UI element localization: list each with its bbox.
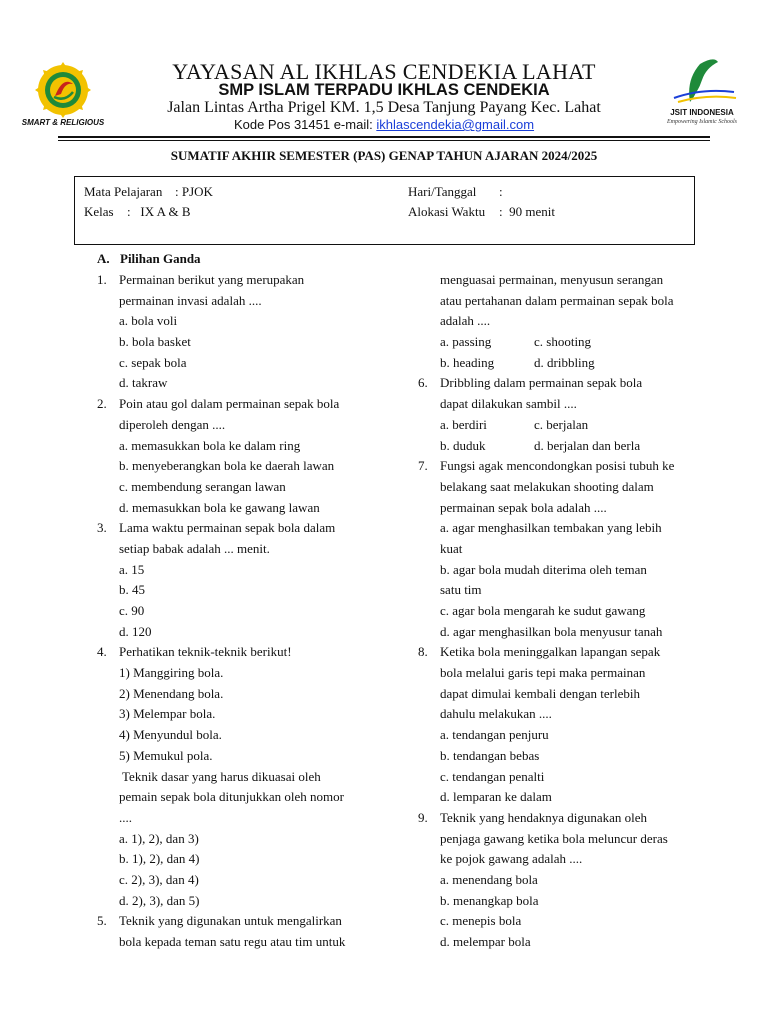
question-line	[97, 539, 377, 560]
question-line	[418, 601, 708, 622]
time-value: : 90 menit	[499, 204, 555, 219]
question-text: Permainan berikut yang merupakan	[119, 272, 305, 287]
question-line	[97, 477, 377, 498]
question-line	[97, 891, 377, 912]
logo-caption: JSIT INDONESIA	[670, 108, 734, 117]
question-text: b. 1), 2), dan 4)	[119, 851, 200, 867]
question-line	[418, 932, 708, 953]
question-line	[418, 270, 708, 291]
question-line	[418, 477, 708, 498]
question-line	[97, 436, 377, 457]
question-text: d. memasukkan bola ke gawang lawan	[119, 499, 320, 515]
question-line	[418, 870, 708, 891]
section-heading	[97, 251, 201, 267]
question-line	[97, 725, 377, 746]
question-line	[97, 311, 377, 332]
question-line	[97, 663, 377, 684]
contact-prefix: Kode Pos 31451 e-mail:	[233, 117, 377, 132]
question-text: Lama waktu permainan sepak bola dalam	[119, 520, 336, 536]
question-line	[418, 539, 708, 560]
question-text: 2) Menendang bola.	[119, 685, 224, 701]
question-text: a. memasukkan bola ke dalam ring	[119, 437, 301, 453]
question-text: satu tim	[440, 582, 482, 598]
question-line	[418, 746, 708, 767]
question-line	[418, 498, 708, 519]
question-number: 7.	[418, 458, 428, 474]
question-line	[97, 498, 377, 519]
question-text: a. berdiri	[440, 416, 487, 432]
question-text: diperoleh dengan ....	[119, 416, 226, 432]
question-text: b. tendangan bebas	[440, 747, 540, 763]
question-line	[418, 725, 708, 746]
question-text: a. tendangan penjuru	[440, 727, 549, 743]
question-line	[418, 394, 708, 415]
question-line	[97, 849, 377, 870]
time-label: Alokasi Waktu	[408, 204, 486, 219]
question-text: kuat	[440, 540, 463, 556]
question-number: 5.	[97, 913, 107, 929]
question-number: 2.	[97, 396, 107, 412]
question-line	[97, 746, 377, 767]
question-line	[97, 456, 377, 477]
org-name: YAYASAN AL IKHLAS CENDEKIA LAHAT	[172, 59, 596, 84]
question-text: permainan sepak bola adalah ....	[440, 499, 607, 515]
school-name: SMP ISLAM TERPADU IKHLAS CENDEKIA	[218, 81, 550, 99]
header-divider	[58, 136, 710, 138]
question-text: pemain sepak bola ditunjukkan oleh nomor	[119, 789, 344, 805]
question-line	[97, 787, 377, 808]
question-line	[97, 684, 377, 705]
question-text: 4) Menyundul bola.	[119, 727, 222, 743]
question-text: bola kepada teman satu regu atau tim untuk	[119, 934, 346, 949]
question-text: Ketika bola meninggalkan lapangan sepak	[440, 644, 661, 660]
quill-icon	[656, 58, 748, 108]
answer-option: c. berjalan	[534, 416, 589, 432]
question-line	[418, 560, 708, 581]
question-line	[97, 291, 377, 312]
class-value: : IX A & B	[127, 204, 191, 219]
question-text: c. 90	[119, 603, 145, 618]
question-line	[418, 415, 708, 436]
question-text: a. menendang bola	[440, 871, 538, 887]
question-line	[97, 704, 377, 725]
question-line	[97, 932, 377, 953]
question-number: 9.	[418, 809, 428, 825]
question-line	[97, 560, 377, 581]
question-text: Teknik dasar yang harus dikuasai oleh	[119, 768, 321, 784]
subject-value: : PJOK	[175, 184, 213, 199]
question-text: b. duduk	[440, 437, 486, 453]
jsit-logo	[656, 58, 748, 132]
exam-title: SUMATIF AKHIR SEMESTER (PAS) GENAP TAHUN AJARAN 2024/2025	[170, 148, 598, 163]
question-line	[418, 829, 708, 850]
question-number: 4.	[97, 644, 107, 660]
question-line	[418, 911, 708, 932]
question-text: ke pojok gawang adalah ....	[440, 851, 583, 867]
question-text: permainan invasi adalah ....	[119, 292, 262, 308]
question-text: Teknik yang hendaknya digunakan oleh	[440, 809, 648, 825]
logo-tagline: Empowering Islamic Schools	[667, 119, 737, 125]
question-text: d. agar menghasilkan bola menyusur tanah	[440, 623, 663, 639]
question-line	[97, 394, 377, 415]
question-text: c. membendung serangan lawan	[119, 478, 286, 494]
class-label: Kelas	[84, 204, 114, 219]
question-number: 6.	[418, 375, 428, 391]
question-line	[418, 332, 708, 353]
question-text: a. passing	[440, 334, 492, 350]
question-text: ....	[119, 809, 132, 825]
question-line	[418, 353, 708, 374]
question-text: c. tendangan penalti	[440, 768, 545, 784]
question-text: b. heading	[440, 354, 495, 370]
question-line	[97, 829, 377, 850]
question-text: a. agar menghasilkan tembakan yang lebih	[440, 520, 662, 536]
school-contact	[110, 117, 658, 132]
section-title: Pilihan Ganda	[120, 251, 201, 266]
question-text: setiap babak adalah ... menit.	[119, 540, 270, 556]
question-text: Perhatikan teknik-teknik berikut!	[119, 644, 292, 660]
question-text: a. bola voli	[119, 313, 178, 329]
question-line	[97, 415, 377, 436]
header-divider	[58, 140, 710, 141]
question-line	[418, 311, 708, 332]
question-text: dapat dimulai kembali dengan terlebih	[440, 685, 640, 701]
question-text: b. menyeberangkan bola ke daerah lawan	[119, 458, 335, 474]
question-line	[418, 456, 708, 477]
question-line	[418, 518, 708, 539]
question-line	[97, 808, 377, 829]
question-line	[418, 663, 708, 684]
question-text: d. 120	[119, 623, 152, 639]
question-line	[418, 891, 708, 912]
question-line	[418, 849, 708, 870]
question-text: b. menangkap bola	[440, 892, 539, 908]
question-text: b. agar bola mudah diterima oleh teman	[440, 561, 647, 577]
question-line	[97, 332, 377, 353]
answer-option: d. dribbling	[534, 354, 595, 370]
question-text: dapat dilakukan sambil ....	[440, 396, 577, 412]
question-number: 8.	[418, 644, 428, 660]
question-text: b. bola basket	[119, 334, 191, 350]
question-text: menguasai permainan, menyusun serangan	[440, 272, 664, 287]
exam-info-box	[74, 176, 695, 245]
question-text: 1) Manggiring bola.	[119, 665, 224, 681]
section-letter: A.	[97, 251, 110, 266]
subject-label: Mata Pelajaran	[84, 184, 163, 199]
question-text: c. agar bola mengarah ke sudut gawang	[440, 603, 646, 618]
question-text: Dribbling dalam permainan sepak bola	[440, 375, 643, 391]
question-line	[97, 870, 377, 891]
question-column-right	[418, 270, 708, 953]
question-line	[97, 270, 377, 291]
question-column-left	[97, 270, 377, 953]
question-line	[418, 684, 708, 705]
question-line	[97, 580, 377, 601]
question-number: 1.	[97, 272, 107, 287]
school-address: Jalan Lintas Artha Prigel KM. 1,5 Desa Tanjung Payang Kec. Lahat	[167, 99, 601, 116]
question-line	[418, 373, 708, 394]
question-line	[418, 642, 708, 663]
question-text: Fungsi agak mencondongkan posisi tubuh ke	[440, 458, 675, 474]
question-text: 3) Melempar bola.	[119, 706, 216, 722]
question-line	[97, 622, 377, 643]
question-line	[97, 353, 377, 374]
question-line	[97, 767, 377, 788]
question-line	[97, 518, 377, 539]
question-text: c. menepis bola	[440, 913, 522, 929]
question-text: penjaga gawang ketika bola meluncur deras	[440, 830, 668, 846]
question-line	[418, 436, 708, 457]
question-text: 5) Memukul pola.	[119, 747, 213, 763]
question-text: a. 1), 2), dan 3)	[119, 830, 199, 846]
question-number: 3.	[97, 520, 107, 536]
day-value: :	[499, 184, 503, 199]
question-text: bola melalui garis tepi maka permainan	[440, 665, 646, 681]
question-line	[97, 642, 377, 663]
logo-caption: SMART & RELIGIOUS	[21, 118, 105, 127]
question-text: Poin atau gol dalam permainan sepak bola	[119, 396, 340, 412]
question-text: c. 2), 3), dan 4)	[119, 871, 199, 887]
question-text: d. melempar bola	[440, 934, 531, 949]
answer-option: c. shooting	[534, 334, 592, 350]
question-line	[418, 787, 708, 808]
answer-option: d. berjalan dan berla	[534, 437, 641, 453]
day-label: Hari/Tanggal	[408, 184, 477, 199]
question-line	[418, 704, 708, 725]
question-line	[418, 808, 708, 829]
question-text: Teknik yang digunakan untuk mengalirkan	[119, 913, 342, 929]
question-line	[418, 622, 708, 643]
question-line	[418, 767, 708, 788]
question-line	[97, 601, 377, 622]
school-emblem-icon	[20, 62, 106, 118]
question-line	[418, 291, 708, 312]
question-line	[97, 911, 377, 932]
question-text: dahulu melakukan ....	[440, 706, 552, 722]
question-text: atau pertahanan dalam permainan sepak bola	[440, 292, 674, 308]
question-line	[418, 580, 708, 601]
question-text: d. 2), 3), dan 5)	[119, 892, 200, 908]
question-line	[97, 373, 377, 394]
email-link[interactable]: ikhlascendekia@gmail.com	[376, 117, 535, 132]
question-text: d. lemparan ke dalam	[440, 789, 552, 805]
question-text: d. takraw	[119, 375, 168, 391]
question-text: c. sepak bola	[119, 354, 187, 370]
question-text: b. 45	[119, 582, 145, 598]
school-logo	[20, 62, 106, 134]
question-text: belakang saat melakukan shooting dalam	[440, 478, 654, 494]
question-text: a. 15	[119, 561, 145, 577]
question-text: adalah ....	[440, 313, 491, 329]
